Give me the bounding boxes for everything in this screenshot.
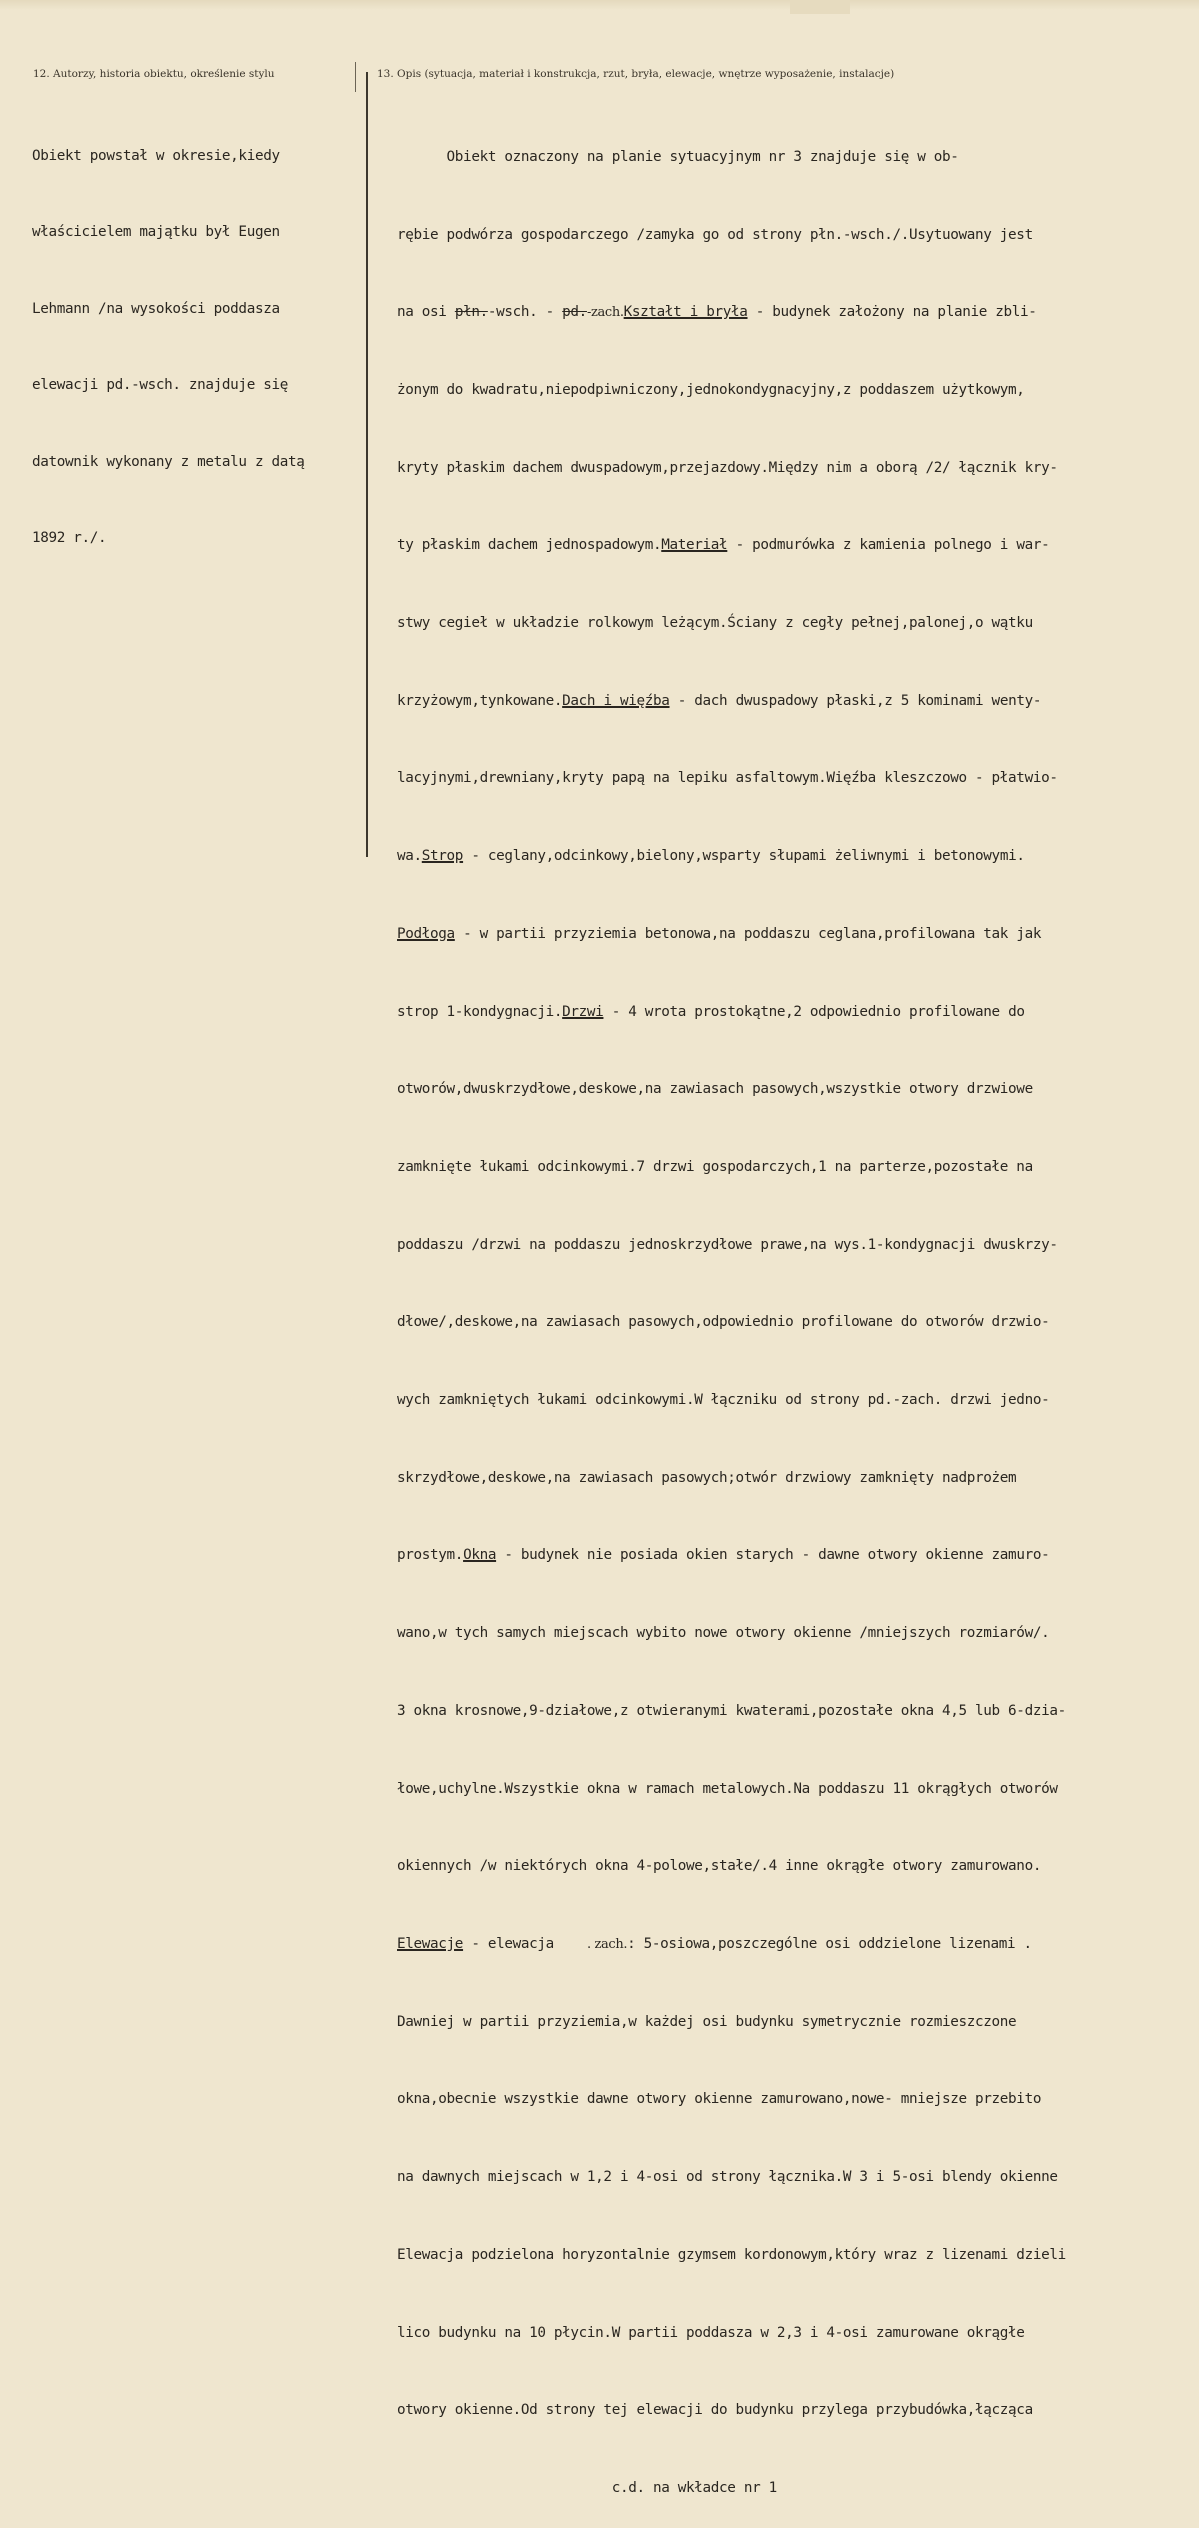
description-text-block [397, 93, 1197, 2528]
text-fragment: -zach. [586, 305, 624, 321]
description-line: Elewacja podzielona horyzontalnie gzymsem kordonowym,który wraz z lizenami dzieli [397, 2246, 1066, 2263]
subheading-roof: Dach i więźba [562, 692, 670, 709]
text-fragment: - dach dwuspadowy płaski,z 5 kominami wenty- [669, 692, 1042, 709]
description-line: kryty płaskim dachem dwuspadowym,przejazdowy.Między nim a oborą /2/ łącznik kry- [397, 459, 1058, 476]
text-fragment: - budynek nie posiada okien starych - dawne otwory okienne zamuro- [496, 1547, 1050, 1564]
paper-top-edge [0, 0, 1199, 10]
text-fragment: : 5-osiowa,poszczególne osi oddzielone lizenami . [627, 1935, 1032, 1952]
text-fragment: - budynek założony na planie zbli- [747, 304, 1037, 321]
struck-text: pd. [562, 304, 587, 321]
description-line [397, 844, 1197, 870]
section-13-heading: 13. Opis (sytuacja, materiał i konstrukcja, rzut, bryła, elewacje, wnętrze wyposażenie, instalacje) [377, 68, 895, 80]
description-line: otworów,dwuskrzydłowe,deskowe,na zawiasach pasowych,wszystkie otwory drzwiowe [397, 1081, 1033, 1098]
description-line: wych zamkniętych łukami odcinkowymi.W łączniku od strony pd.-zach. drzwi jedno- [397, 1392, 1050, 1409]
description-line: zamknięte łukami odcinkowymi.7 drzwi gospodarczych,1 na parterze,pozostałe na [397, 1158, 1033, 1175]
subheading-shape: Kształt i bryła [623, 304, 748, 321]
description-line: na dawnych miejscach w 1,2 i 4-osi od strony łącznika.W 3 i 5-osi blendy okienne [397, 2169, 1058, 2186]
text-fragment: - elewacja [463, 1935, 587, 1952]
column-divider [366, 72, 368, 857]
description-line: okiennych /w niektórych okna 4-polowe,stałe/.4 inne okrągłe otwory zamurowano. [397, 1858, 1042, 1875]
description-line: łowe,uchylne.Wszystkie okna w ramach metalowych.Na poddaszu 11 okrągłych otworów [397, 1780, 1058, 1797]
description-line [397, 300, 1197, 326]
description-line: lico budynku na 10 płycin.W partii poddasza w 2,3 i 4-osi zamurowane okrągłe [397, 2324, 1025, 2341]
text-fragment: - 4 wrota prostokątne,2 odpowiednio profilowane do [603, 1003, 1025, 1020]
description-line: okna,obecnie wszystkie dawne otwory okienne zamurowano,nowe- mniejsze przebito [397, 2091, 1042, 2108]
struck-text: płn. [454, 304, 488, 321]
continuation-note: c.d. na wkładce nr 1 [397, 2479, 777, 2496]
text-fragment: krzyżowym,tynkowane. [397, 692, 563, 709]
description-line: skrzydłowe,deskowe,na zawiasach pasowych;otwór drzwiowy zamknięty nadprożem [397, 1469, 1017, 1486]
subheading-material: Materiał [661, 537, 728, 554]
text-fragment: na osi [397, 304, 455, 321]
description-line [397, 1932, 1197, 1958]
subheading-elevations: Elewacje [397, 1935, 464, 1952]
subheading-doors: Drzwi [562, 1003, 604, 1020]
description-line [397, 1000, 1197, 1026]
text-fragment: -wsch. - [487, 304, 563, 321]
subheading-windows: Okna [463, 1547, 497, 1564]
description-line: żonym do kwadratu,niepodpiwniczony,jednokondygnacyjny,z poddaszem użytkowym, [397, 381, 1025, 398]
subheading-floor: Podłoga [397, 925, 455, 942]
description-line: Obiekt oznaczony na planie sytuacyjnym nr 3 znajduje się w ob- [397, 148, 959, 165]
history-line: elewacji pd.-wsch. znajduje się [32, 377, 288, 394]
column-divider-top [355, 62, 356, 92]
subheading-ceiling: Strop [421, 848, 464, 865]
text-fragment: - w partii przyziemia betonowa,na poddaszu ceglana,profilowana tak jak [454, 925, 1042, 942]
text-fragment: . zach. [586, 1936, 628, 1952]
description-line: lacyjnymi,drewniany,kryty papą na lepiku asfaltowym.Więźba kleszczowo - płatwio- [397, 770, 1058, 787]
description-line: poddaszu /drzwi na poddaszu jednoskrzydłowe prawe,na wys.1-kondygnacji dwuskrzy- [397, 1236, 1058, 1253]
description-line [397, 922, 1197, 948]
paper-tab [790, 0, 850, 14]
description-line: stwy cegieł w układzie rolkowym leżącym.Ściany z cegły pełnej,palonej,o wątku [397, 615, 1033, 632]
history-line: Obiekt powstał w okresie,kiedy [32, 147, 280, 164]
description-line: wano,w tych samych miejscach wybito nowe otwory okienne /mniejszych rozmiarów/. [397, 1625, 1050, 1642]
text-fragment: wa. [397, 848, 422, 865]
history-line: datownik wykonany z metalu z datą [32, 453, 305, 470]
section-12-heading: 12. Autorzy, historia obiektu, określenie stylu [33, 68, 275, 80]
history-line: właścicielem majątku był Eugen [32, 224, 280, 241]
description-line: rębie podwórza gospodarczego /zamyka go od strony płn.-wsch./.Usytuowany jest [397, 226, 1033, 243]
description-line [397, 689, 1197, 715]
description-line [397, 533, 1197, 559]
text-fragment: prostym. [397, 1547, 464, 1564]
description-line: 3 okna krosnowe,9-działowe,z otwieranymi kwaterami,pozostałe okna 4,5 lub 6-dzia- [397, 1702, 1066, 1719]
description-line [397, 1543, 1197, 1569]
history-line: Lehmann /na wysokości poddasza [32, 300, 280, 317]
text-fragment: ty płaskim dachem jednospadowym. [397, 537, 662, 554]
text-fragment: strop 1-kondygnacji. [397, 1003, 563, 1020]
text-fragment: - podmurówka z kamienia polnego i war- [727, 537, 1050, 554]
description-line: dłowe/,deskowe,na zawiasach pasowych,odpowiednio profilowane do otworów drzwio- [397, 1314, 1050, 1331]
text-fragment: - ceglany,odcinkowy,bielony,wsparty słupami żeliwnymi i betonowymi. [463, 848, 1025, 865]
history-line: 1892 r./. [32, 530, 107, 547]
description-line: Dawniej w partii przyziemia,w każdej osi budynku symetrycznie rozmieszczone [397, 2013, 1017, 2030]
description-line: otwory okienne.Od strony tej elewacji do budynku przylega przybudówka,łącząca [397, 2402, 1033, 2419]
history-text-block [32, 93, 342, 577]
